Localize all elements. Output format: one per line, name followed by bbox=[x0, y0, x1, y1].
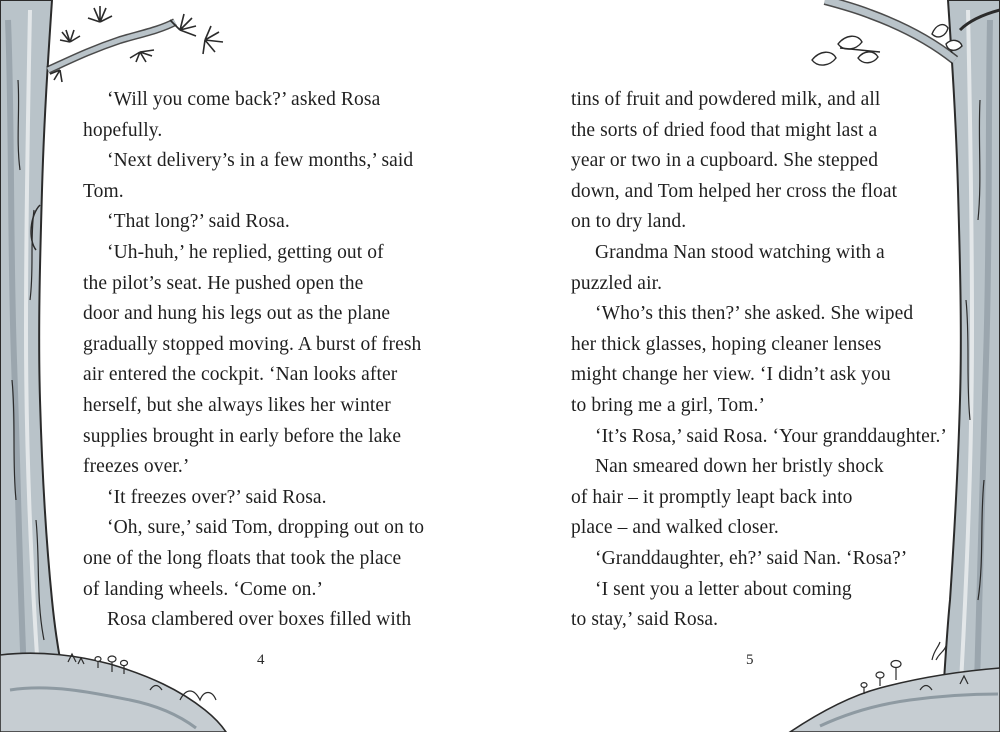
text-line: puzzled air. bbox=[571, 272, 663, 294]
text-line: ‘Next delivery’s in a few months,’ said bbox=[107, 150, 414, 172]
left-page-text bbox=[83, 85, 453, 636]
text-line: freezes over.’ bbox=[83, 456, 190, 478]
text-line: tins of fruit and powdered milk, and all bbox=[571, 89, 881, 110]
left-pine-foliage bbox=[50, 6, 223, 82]
text-line: ‘Will you come back?’ asked Rosa bbox=[107, 89, 381, 110]
text-line: her thick glasses, hoping cleaner lenses bbox=[571, 333, 882, 355]
text-line: to stay,’ said Rosa. bbox=[571, 609, 719, 631]
text-line: the pilot’s seat. He pushed open the bbox=[83, 272, 364, 294]
text-line: ‘I sent you a letter about coming bbox=[595, 578, 852, 600]
text-line: hopefully. bbox=[83, 119, 163, 141]
text-line: to bring me a girl, Tom.’ bbox=[571, 394, 766, 416]
text-line: ‘Oh, sure,’ said Tom, dropping out on to bbox=[107, 517, 425, 539]
text-line: of hair – it promptly leapt back into bbox=[571, 486, 853, 508]
text-line: might change her view. ‘I didn’t ask you bbox=[571, 364, 891, 386]
text-line: Grandma Nan stood watching with a bbox=[595, 241, 885, 263]
text-line: place – and walked closer. bbox=[571, 517, 779, 539]
right-page-text bbox=[571, 85, 948, 636]
text-line: supplies brought in early before the lake bbox=[83, 425, 402, 447]
text-line: year or two in a cupboard. She stepped bbox=[571, 150, 879, 172]
left-ground bbox=[0, 653, 226, 732]
text-line: Rosa clambered over boxes filled with bbox=[107, 609, 412, 631]
text-line: the sorts of dried food that might last a bbox=[571, 119, 878, 141]
text-line: ‘It freezes over?’ said Rosa. bbox=[107, 486, 327, 508]
text-line: one of the long floats that took the place bbox=[83, 547, 402, 569]
text-line: Tom. bbox=[83, 180, 124, 202]
text-line: ‘Uh-huh,’ he replied, getting out of bbox=[107, 241, 384, 263]
text-line: ‘Granddaughter, eh?’ said Nan. ‘Rosa?’ bbox=[595, 547, 908, 569]
text-line: ‘It’s Rosa,’ said Rosa. ‘Your granddaughter.’ bbox=[595, 425, 948, 447]
page-number-right: 5 bbox=[746, 652, 754, 668]
text-line: herself, but she always likes her winter bbox=[83, 394, 391, 416]
text-line: air entered the cockpit. ‘Nan looks after bbox=[83, 364, 398, 386]
page-number-left: 4 bbox=[257, 652, 265, 668]
text-line: gradually stopped moving. A burst of fresh bbox=[83, 333, 422, 355]
text-line: ‘That long?’ said Rosa. bbox=[107, 211, 290, 233]
text-line: down, and Tom helped her cross the float bbox=[571, 180, 898, 202]
text-line: door and hung his legs out as the plane bbox=[83, 303, 391, 325]
text-line: of landing wheels. ‘Come on.’ bbox=[83, 578, 324, 600]
text-line: on to dry land. bbox=[571, 211, 687, 233]
text-line: ‘Who’s this then?’ she asked. She wiped bbox=[595, 303, 914, 325]
text-line: Nan smeared down her bristly shock bbox=[595, 456, 884, 478]
